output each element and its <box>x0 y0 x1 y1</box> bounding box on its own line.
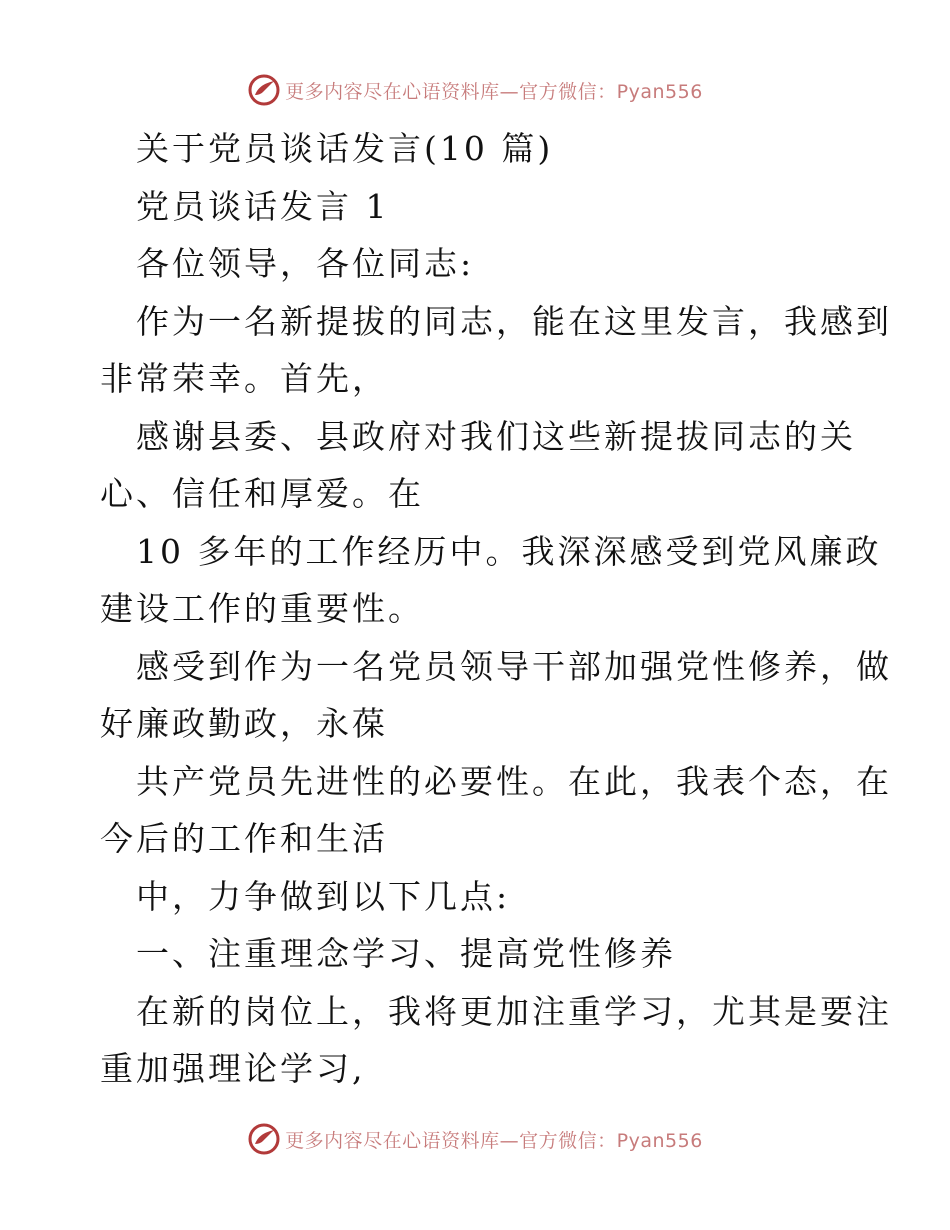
paragraph-line: 非常荣幸。首先， <box>100 359 388 398</box>
header-banner <box>0 72 950 108</box>
paragraph-line: 心、信任和厚爱。在 <box>100 474 424 513</box>
footer-banner <box>0 1121 950 1157</box>
subsection-heading: 一、注重理念学习、提高党性修养 <box>136 934 676 973</box>
paragraph-line: 作为一名新提拔的同志，能在这里发言，我感到 <box>136 301 892 341</box>
paragraph-line: 中，力争做到以下几点: <box>136 876 511 916</box>
document-body <box>100 120 892 1098</box>
paragraph-line: 今后的工作和生活 <box>100 819 388 858</box>
paragraph-line: 感受到作为一名党员领导干部加强党性修养，做 <box>136 646 892 686</box>
footer-banner-text: 更多内容尽在心语资料库—官方微信：Pyan556 <box>285 1129 703 1152</box>
paragraph-line: 重加强理论学习, <box>100 1049 366 1088</box>
brand-logo-icon <box>247 73 281 107</box>
paragraph-line: 好廉政勤政，永葆 <box>100 704 388 743</box>
paragraph-line: 感谢县委、县政府对我们这些新提拔同志的关 <box>136 416 856 456</box>
brand-logo-icon <box>247 1122 281 1156</box>
paragraph-line: 共产党员先进性的必要性。在此，我表个态，在 <box>136 761 892 801</box>
salutation: 各位领导，各位同志: <box>136 244 475 283</box>
paragraph-line: 建设工作的重要性。 <box>100 589 424 628</box>
section-heading: 党员谈话发言 1 <box>136 186 390 226</box>
header-banner-text: 更多内容尽在心语资料库—官方微信：Pyan556 <box>285 80 703 103</box>
document-title: 关于党员谈话发言(10 篇) <box>136 129 554 168</box>
paragraph-line: 在新的岗位上，我将更加注重学习，尤其是要注 <box>136 991 892 1031</box>
paragraph-line: 10 多年的工作经历中。我深深感受到党风廉政 <box>136 531 882 571</box>
